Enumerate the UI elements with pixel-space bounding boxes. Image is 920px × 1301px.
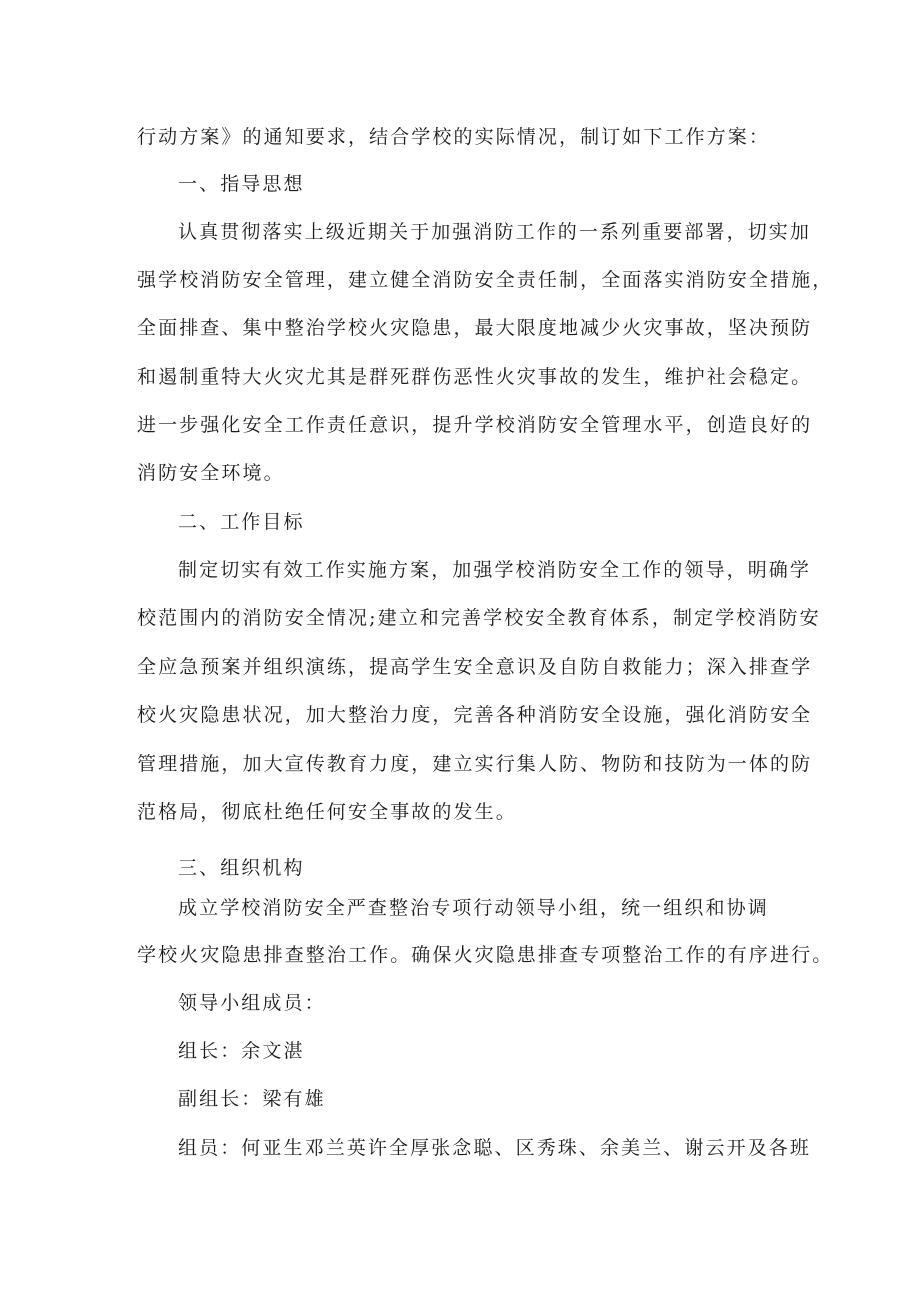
paragraph-line: 制定切实有效工作实施方案，加强学校消防安全工作的领导，明确学	[178, 559, 812, 581]
paragraph-line: 校火灾隐患状况，加大整治力度，完善各种消防安全设施，强化消防安全	[137, 704, 813, 726]
paragraph-line: 成立学校消防安全严查整治专项行动领导小组，统一组织和协调	[178, 897, 769, 919]
paragraph-line: 和遏制重特大火灾尤其是群死群伤恶性火灾事故的发生，维护社会稳定。	[137, 366, 813, 388]
paragraph-line: 全面排查、集中整治学校火灾隐患，最大限度地减少火灾事故，坚决预防	[137, 317, 813, 339]
paragraph-line: 学校火灾隐患排查整治工作。确保火灾隐患排查专项整治工作的有序进行。	[137, 944, 834, 966]
deputy-leader: 副组长：梁有雄	[178, 1088, 326, 1110]
member-list-heading: 领导小组成员：	[178, 992, 326, 1014]
paragraph-line: 消防安全环境。	[137, 462, 285, 484]
group-members: 组员：何亚生邓兰英许全厚张念聪、区秀珠、余美兰、谢云开及各班	[178, 1137, 812, 1159]
paragraph-line: 行动方案》的通知要求，结合学校的实际情况，制订如下工作方案：	[137, 126, 771, 148]
paragraph-line: 管理措施，加大宣传教育力度，建立实行集人防、物防和技防为一体的防	[137, 753, 813, 775]
paragraph-line: 强学校消防安全管理，建立健全消防安全责任制，全面落实消防安全措施，	[137, 269, 834, 291]
paragraph-line: 全应急预案并组织演练，提高学生安全意识及自防自救能力；深入排查学	[137, 656, 813, 678]
group-leader: 组长：余文湛	[178, 1040, 305, 1062]
paragraph-line: 认真贯彻落实上级近期关于加强消防工作的一系列重要部署，切实加	[178, 221, 812, 243]
section-heading: 三、组织机构	[178, 857, 305, 879]
section-heading: 一、指导思想	[178, 173, 305, 195]
paragraph-line: 进一步强化安全工作责任意识，提升学校消防安全管理水平，创造良好的	[137, 414, 813, 436]
paragraph-line: 范格局，彻底杜绝任何安全事故的发生。	[137, 801, 517, 823]
section-heading: 二、工作目标	[178, 511, 305, 533]
paragraph-line: 校范围内的消防安全情况;建立和完善学校安全教育体系，制定学校消防安	[137, 607, 821, 629]
